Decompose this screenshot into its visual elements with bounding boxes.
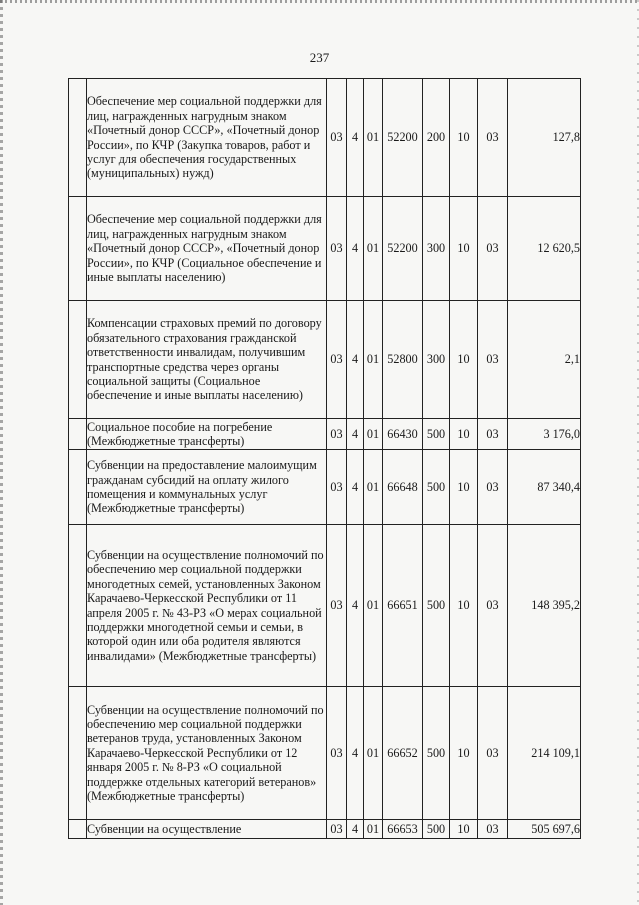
item-name: Обеспечение мер социальной поддержки для лиц, награжденных нагрудным знаком «Почетный донор СССР», «Почетный донор России», по КЧР (Закупка товаров, работ и услуг для обеспечения государственных (муниципальных) нужд) — [87, 79, 327, 197]
code-cell: 4 — [347, 197, 364, 301]
number-cell — [69, 450, 87, 525]
number-cell — [69, 197, 87, 301]
page-number: 237 — [309, 50, 330, 65]
code-cell: 66651 — [383, 525, 423, 687]
scan-edge-top — [0, 0, 639, 3]
code-cell: 01 — [364, 525, 383, 687]
table-row — [69, 79, 581, 197]
code-cell: 10 — [450, 450, 478, 525]
code-cell: 10 — [450, 687, 478, 820]
code-cell: 52200 — [383, 79, 423, 197]
amount-cell: 87 340,4 — [508, 450, 581, 525]
code-cell: 52800 — [383, 301, 423, 419]
item-name: Субвенции на осуществление полномочий по обеспечению мер социальной поддержки ветеранов труда, установленных Законом Карачаево-Черкесской Республики от 12 января 2005 г. № 8-РЗ «О социальной поддержке отдельных категорий ветеранов» (Межбюджетные трансферты) — [87, 687, 327, 820]
code-cell: 03 — [478, 79, 508, 197]
code-cell: 03 — [327, 450, 347, 525]
table-row — [69, 197, 581, 301]
code-cell: 66430 — [383, 419, 423, 450]
number-cell — [69, 820, 87, 839]
code-cell: 10 — [450, 301, 478, 419]
code-cell: 4 — [347, 525, 364, 687]
amount-cell: 505 697,6 — [508, 820, 581, 839]
item-name: Субвенции на предоставление малоимущим гражданам субсидий на оплату жилого помещения и коммунальных услуг (Межбюджетные трансферты) — [87, 450, 327, 525]
code-cell: 66652 — [383, 687, 423, 820]
code-cell: 03 — [478, 525, 508, 687]
item-name: Субвенции на осуществление полномочий по обеспечению мер социальной поддержки многодетных семей, установленных Законом Карачаево-Черкесской Республики от 11 апреля 2005 г. № 43-РЗ «О мерах социальной поддержки многодетной семьи и семьи, в которой один или оба родителя являются инвалидами» (Межбюджетные трансферты) — [87, 525, 327, 687]
code-cell: 4 — [347, 450, 364, 525]
table-row — [69, 450, 581, 525]
code-cell: 03 — [478, 419, 508, 450]
code-cell: 10 — [450, 820, 478, 839]
amount-cell: 3 176,0 — [508, 419, 581, 450]
amount-cell: 148 395,2 — [508, 525, 581, 687]
code-cell: 500 — [423, 687, 450, 820]
code-cell: 10 — [450, 79, 478, 197]
code-cell: 03 — [327, 419, 347, 450]
number-cell — [69, 419, 87, 450]
code-cell: 03 — [478, 820, 508, 839]
code-cell: 03 — [327, 79, 347, 197]
item-name: Компенсации страховых премий по договору обязательного страхования гражданской ответственности инвалидам, получившим транспортные средства через органы социальной защиты (Социальное обеспечение и иные выплаты населению) — [87, 301, 327, 419]
amount-cell: 2,1 — [508, 301, 581, 419]
code-cell: 52200 — [383, 197, 423, 301]
code-cell: 10 — [450, 197, 478, 301]
number-cell — [69, 301, 87, 419]
code-cell: 500 — [423, 820, 450, 839]
code-cell: 200 — [423, 79, 450, 197]
table-row — [69, 301, 581, 419]
code-cell: 66648 — [383, 450, 423, 525]
code-cell: 01 — [364, 301, 383, 419]
code-cell: 4 — [347, 301, 364, 419]
table-row — [69, 820, 581, 839]
code-cell: 01 — [364, 419, 383, 450]
code-cell: 500 — [423, 525, 450, 687]
number-cell — [69, 525, 87, 687]
item-name: Субвенции на осуществление — [87, 820, 327, 839]
table-row — [69, 687, 581, 820]
code-cell: 300 — [423, 197, 450, 301]
code-cell: 03 — [327, 687, 347, 820]
item-name: Обеспечение мер социальной поддержки для лиц, награжденных нагрудным знаком «Почетный донор СССР», «Почетный донор России», по КЧР (Социальное обеспечение и иные выплаты населению) — [87, 197, 327, 301]
number-cell — [69, 687, 87, 820]
code-cell: 03 — [327, 301, 347, 419]
code-cell: 66653 — [383, 820, 423, 839]
code-cell: 01 — [364, 197, 383, 301]
code-cell: 4 — [347, 79, 364, 197]
budget-table — [68, 78, 581, 839]
table-row — [69, 525, 581, 687]
code-cell: 03 — [478, 301, 508, 419]
item-name: Социальное пособие на погребение (Межбюджетные трансферты) — [87, 419, 327, 450]
code-cell: 03 — [478, 687, 508, 820]
number-cell — [69, 79, 87, 197]
code-cell: 01 — [364, 79, 383, 197]
code-cell: 4 — [347, 687, 364, 820]
code-cell: 03 — [478, 450, 508, 525]
scan-edge-left — [0, 0, 3, 905]
code-cell: 4 — [347, 419, 364, 450]
code-cell: 300 — [423, 301, 450, 419]
code-cell: 01 — [364, 450, 383, 525]
code-cell: 4 — [347, 820, 364, 839]
amount-cell: 214 109,1 — [508, 687, 581, 820]
code-cell: 10 — [450, 419, 478, 450]
table-row — [69, 419, 581, 450]
code-cell: 03 — [327, 525, 347, 687]
code-cell: 01 — [364, 820, 383, 839]
code-cell: 03 — [327, 197, 347, 301]
code-cell: 500 — [423, 450, 450, 525]
code-cell: 03 — [327, 820, 347, 839]
amount-cell: 127,8 — [508, 79, 581, 197]
code-cell: 01 — [364, 687, 383, 820]
amount-cell: 12 620,5 — [508, 197, 581, 301]
code-cell: 500 — [423, 419, 450, 450]
code-cell: 10 — [450, 525, 478, 687]
code-cell: 03 — [478, 197, 508, 301]
